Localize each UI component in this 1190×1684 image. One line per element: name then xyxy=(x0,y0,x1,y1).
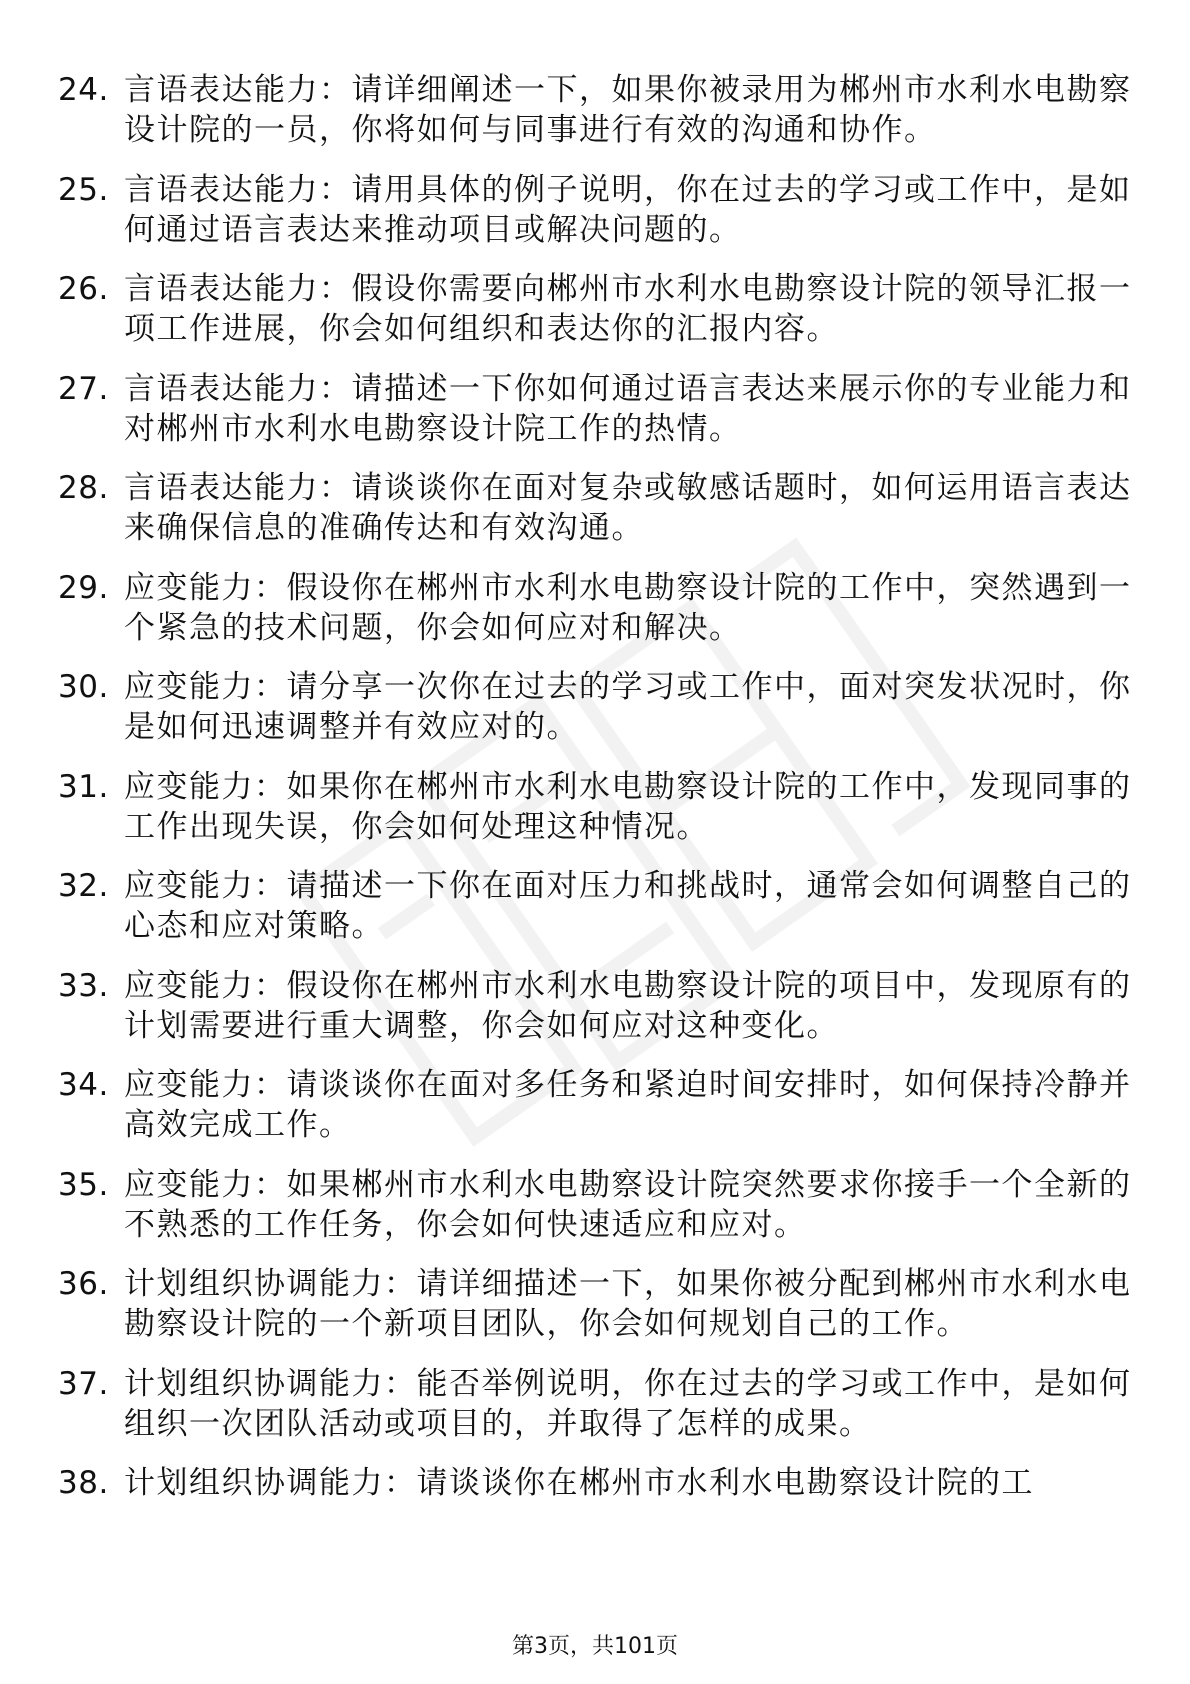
question-item xyxy=(58,568,1138,648)
question-text: 应变能力：请谈谈你在面对多任务和紧迫时间安排时，如何保持冷静并高效完成工作。 xyxy=(124,1067,1132,1143)
question-number: 36. xyxy=(58,1266,109,1302)
question-text: 计划组织协调能力：请详细描述一下，如果你被分配到郴州市水利水电勘察设计院的一个新项目团队，你会如何规划自己的工作。 xyxy=(124,1266,1132,1342)
question-text: 应变能力：假设你在郴州市水利水电勘察设计院的工作中，突然遇到一个紧急的技术问题，你会如何应对和解决。 xyxy=(124,569,1132,646)
question-item xyxy=(58,667,1138,747)
question-text: 应变能力：如果你在郴州市水利水电勘察设计院的工作中，发现同事的工作出现失误，你会如何处理这种情况。 xyxy=(124,768,1132,845)
question-text: 应变能力：请分享一次你在过去的学习或工作中，面对突发状况时，你是如何迅速调整并有效应对的。 xyxy=(124,669,1132,745)
question-number: 31. xyxy=(58,768,109,805)
question-item xyxy=(58,767,1138,847)
question-number: 38. xyxy=(58,1465,109,1501)
question-text: 言语表达能力：请谈谈你在面对复杂或敏感话题时，如何运用语言表达来确保信息的准确传达和有效沟通。 xyxy=(124,470,1132,546)
question-number: 26. xyxy=(58,271,109,307)
question-number: 24. xyxy=(58,72,109,108)
question-item xyxy=(58,866,1138,946)
question-text: 言语表达能力：请详细阐述一下，如果你被录用为郴州市水利水电勘察设计院的一员，你将如何与同事进行有效的沟通和协作。 xyxy=(124,72,1132,148)
question-list xyxy=(58,70,1138,1523)
question-text: 计划组织协调能力：能否举例说明，你在过去的学习或工作中，是如何组织一次团队活动或项目的，并取得了怎样的成果。 xyxy=(124,1365,1132,1442)
question-number: 29. xyxy=(58,569,109,606)
question-item xyxy=(58,1065,1138,1145)
question-text: 言语表达能力：请描述一下你如何通过语言表达来展示你的专业能力和对郴州市水利水电勘察设计院工作的热情。 xyxy=(124,370,1132,447)
question-text: 应变能力：如果郴州市水利水电勘察设计院突然要求你接手一个全新的不熟悉的工作任务，你会如何快速适应和应对。 xyxy=(124,1166,1132,1243)
question-number: 33. xyxy=(58,967,109,1004)
question-number: 32. xyxy=(58,868,109,904)
question-text: 言语表达能力：请用具体的例子说明，你在过去的学习或工作中，是如何通过语言表达来推动项目或解决问题的。 xyxy=(124,171,1132,248)
question-number: 25. xyxy=(58,171,109,208)
question-item xyxy=(58,170,1138,250)
question-number: 27. xyxy=(58,370,109,407)
question-number: 37. xyxy=(58,1365,109,1402)
question-item xyxy=(58,369,1138,449)
question-number: 28. xyxy=(58,470,109,506)
question-text: 计划组织协调能力：请谈谈你在郴州市水利水电勘察设计院的工 xyxy=(124,1465,1034,1501)
question-number: 30. xyxy=(58,669,109,705)
question-item xyxy=(58,269,1138,349)
question-item xyxy=(58,70,1138,150)
question-item xyxy=(58,966,1138,1046)
question-text: 应变能力：假设你在郴州市水利水电勘察设计院的项目中，发现原有的计划需要进行重大调整，你会如何应对这种变化。 xyxy=(124,967,1132,1044)
question-number: 35. xyxy=(58,1166,109,1203)
question-text: 言语表达能力：假设你需要向郴州市水利水电勘察设计院的领导汇报一项工作进展，你会如何组织和表达你的汇报内容。 xyxy=(124,271,1132,347)
question-item xyxy=(58,1463,1138,1503)
question-item xyxy=(58,468,1138,548)
page-footer: 第3页，共101页 xyxy=(512,1634,678,1659)
question-number: 34. xyxy=(58,1067,109,1103)
question-item xyxy=(58,1165,1138,1245)
question-item xyxy=(58,1364,1138,1444)
question-item xyxy=(58,1264,1138,1344)
question-text: 应变能力：请描述一下你在面对压力和挑战时，通常会如何调整自己的心态和应对策略。 xyxy=(124,868,1132,944)
